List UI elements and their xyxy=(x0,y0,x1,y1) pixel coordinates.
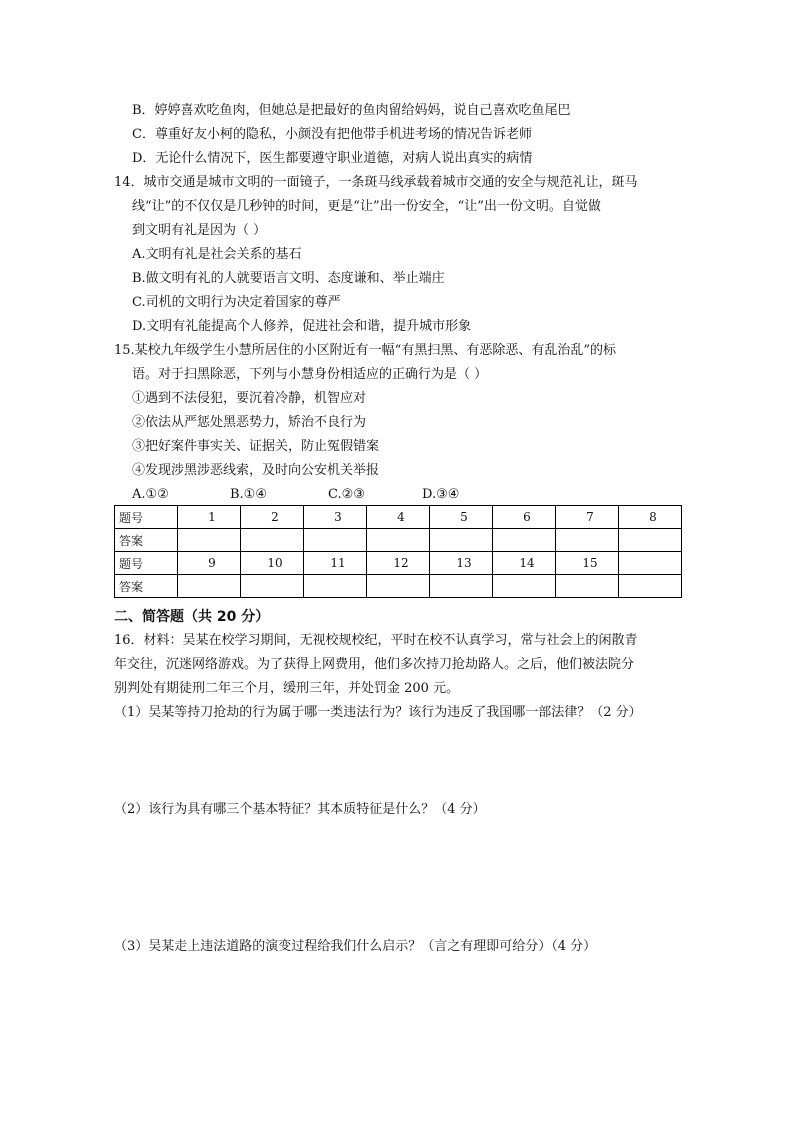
answer-cell[interactable] xyxy=(304,529,367,552)
q13-option-d: D．无论什么情况下，医生都要遵守职业道德，对病人说出真实的病情 xyxy=(132,151,533,166)
table-cell: 8 xyxy=(619,506,682,529)
table-cell: 6 xyxy=(493,506,556,529)
table-label-answer: 答案 xyxy=(115,575,178,598)
q13-option-b: B．婷婷喜欢吃鱼肉，但她总是把最好的鱼肉留给妈妈，说自己喜欢吃鱼尾巴 xyxy=(132,103,571,118)
answer-cell[interactable] xyxy=(430,529,493,552)
answer-cell[interactable] xyxy=(178,575,241,598)
table-cell: 13 xyxy=(430,552,493,575)
q14-option-b: B.做文明有礼的人就要语言文明、态度谦和、举止端庄 xyxy=(132,271,445,286)
q16-material-line3: 别判处有期徒刑二年三个月，缓刑三年，并处罚金 200 元。 xyxy=(114,681,460,696)
q13-option-c: C．尊重好友小柯的隐私，小颜没有把他带手机进考场的情况告诉老师 xyxy=(132,127,532,142)
q16-subquestion-3: （3）吴某走上违法道路的演变过程给我们什么启示？（言之有理即可给分）（4 分） xyxy=(114,939,597,954)
answer-cell[interactable] xyxy=(241,575,304,598)
table-cell: 5 xyxy=(430,506,493,529)
q16-material-line1: 16．材料：吴某在校学习期间，无视校规校纪，平时在校不认真学习，常与社会上的闲散青 xyxy=(114,633,638,648)
q15-option-c: C.②③ xyxy=(328,487,365,502)
answer-cell[interactable] xyxy=(556,529,619,552)
q15-options xyxy=(132,487,492,503)
table-cell: 7 xyxy=(556,506,619,529)
q14-stem-line1: 14．城市交通是城市文明的一面镜子，一条斑马线承载着城市交通的安全与规范礼让，斑马 xyxy=(114,175,638,190)
q14-option-a: A.文明有礼是社会关系的基石 xyxy=(132,247,302,262)
q14-option-c: C.司机的文明行为决定着国家的尊严 xyxy=(132,295,341,310)
table-row xyxy=(115,529,682,552)
answer-cell[interactable] xyxy=(619,529,682,552)
answer-cell[interactable] xyxy=(493,575,556,598)
table-row xyxy=(115,506,682,529)
table-row xyxy=(115,575,682,598)
q15-stem-line2: 语。对于扫黑除恶，下列与小慧身份相适应的正确行为是（ ） xyxy=(132,367,488,382)
table-cell: 1 xyxy=(178,506,241,529)
table-label-question: 题号 xyxy=(115,552,178,575)
q15-stem-line1: 15.某校九年级学生小慧所居住的小区附近有一幅“有黑扫黑、有恶除恶、有乱治乱”的标 xyxy=(114,343,616,358)
answer-table xyxy=(114,505,682,598)
answer-cell[interactable] xyxy=(178,529,241,552)
q16-subquestion-2: （2）该行为具有哪三个基本特征？其本质特征是什么？（4 分） xyxy=(114,802,486,817)
table-cell: 14 xyxy=(493,552,556,575)
section-title: 二、简答题（共 20 分） xyxy=(114,609,270,625)
answer-cell[interactable] xyxy=(556,575,619,598)
table-cell: 4 xyxy=(367,506,430,529)
table-cell: 3 xyxy=(304,506,367,529)
table-label-question: 题号 xyxy=(115,506,178,529)
q16-material-line2: 年交往，沉迷网络游戏。为了获得上网费用，他们多次持刀抢劫路人。之后，他们被法院分 xyxy=(114,657,635,672)
table-label-answer: 答案 xyxy=(115,529,178,552)
q15-statement-2: ②依法从严惩处黑恶势力，矫治不良行为 xyxy=(132,415,367,430)
table-row xyxy=(115,552,682,575)
q15-option-a: A.①② xyxy=(132,487,169,502)
table-cell: 2 xyxy=(241,506,304,529)
q15-option-d: D.③④ xyxy=(422,487,460,502)
q15-statement-1: ①遇到不法侵犯，要沉着冷静，机智应对 xyxy=(132,391,367,406)
table-cell: 12 xyxy=(367,552,430,575)
q14-option-d: D.文明有礼能提高个人修养，促进社会和谐，提升城市形象 xyxy=(132,319,472,334)
table-cell: 11 xyxy=(304,552,367,575)
q15-statement-4: ④发现涉黑涉恶线索，及时向公安机关举报 xyxy=(132,463,380,478)
answer-cell[interactable] xyxy=(619,575,682,598)
q15-statement-3: ③把好案件事实关、证据关，防止冤假错案 xyxy=(132,439,380,454)
q15-option-b: B.①④ xyxy=(230,487,267,502)
answer-cell[interactable] xyxy=(430,575,493,598)
q14-stem-line3: 到文明有礼是因为（ ） xyxy=(132,223,267,238)
answer-cell[interactable] xyxy=(304,575,367,598)
table-cell: 15 xyxy=(556,552,619,575)
table-cell: 10 xyxy=(241,552,304,575)
answer-cell[interactable] xyxy=(493,529,556,552)
table-cell xyxy=(619,552,682,575)
answer-cell[interactable] xyxy=(367,575,430,598)
answer-cell[interactable] xyxy=(367,529,430,552)
q14-stem-line2: 线“让”的不仅仅是几秒钟的时间，更是“让”出一份安全，“让”出一份文明。自觉做 xyxy=(132,199,601,214)
answer-cell[interactable] xyxy=(241,529,304,552)
table-cell: 9 xyxy=(178,552,241,575)
q16-subquestion-1: （1）吴某等持刀抢劫的行为属于哪一类违法行为？该行为违反了我国哪一部法律？（2 分） xyxy=(114,705,642,720)
